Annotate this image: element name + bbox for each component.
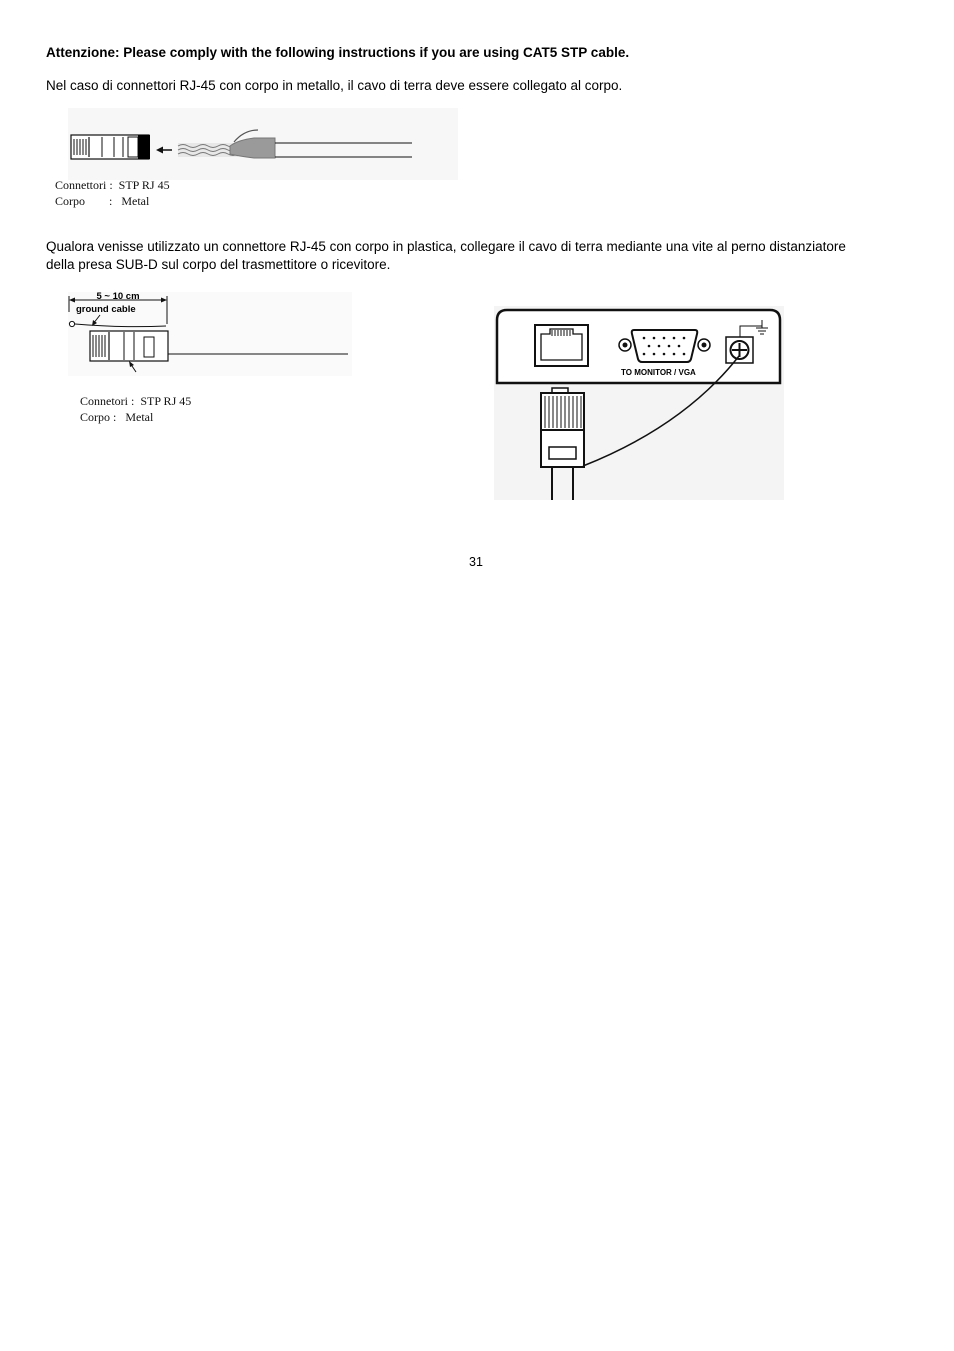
rj45-metal-connector	[71, 135, 150, 159]
figure2-caption-connector: Connetori : STP RJ 45	[80, 394, 192, 408]
page-number: 31	[469, 555, 483, 569]
plastic-connector-paragraph-line2: della presa SUB-D sul corpo del trasmettitore o ricevitore.	[46, 257, 391, 272]
plastic-connector-figure	[62, 288, 352, 380]
figure1-caption-connector: Connettori : STP RJ 45	[55, 178, 170, 192]
figure2-caption-body: Corpo : Metal	[80, 410, 154, 424]
metal-connector-paragraph: Nel caso di connettori RJ-45 con corpo in metallo, il cavo di terra deve essere collegato al corpo.	[46, 78, 623, 93]
ground-cable-label: ground cable	[76, 304, 136, 315]
notice-heading: Attenzione: Please comply with the following instructions if you are using CAT5 STP cable.	[46, 45, 630, 60]
rj45-port	[535, 325, 588, 366]
plastic-connector-paragraph-line1: Qualora venisse utilizzato un connettore RJ-45 con corpo in plastica, collegare il cavo di terra mediante una vite al perno distanziatore	[46, 239, 846, 254]
metal-connector-figure	[68, 108, 458, 180]
vga-port-label: TO MONITOR / VGA	[621, 368, 696, 377]
dimension-label: 5 ~ 10 cm	[96, 291, 140, 302]
braided-shield	[178, 143, 238, 157]
device-ground-figure	[494, 306, 784, 500]
figure1-caption-body: Corpo : Metal	[55, 194, 150, 208]
